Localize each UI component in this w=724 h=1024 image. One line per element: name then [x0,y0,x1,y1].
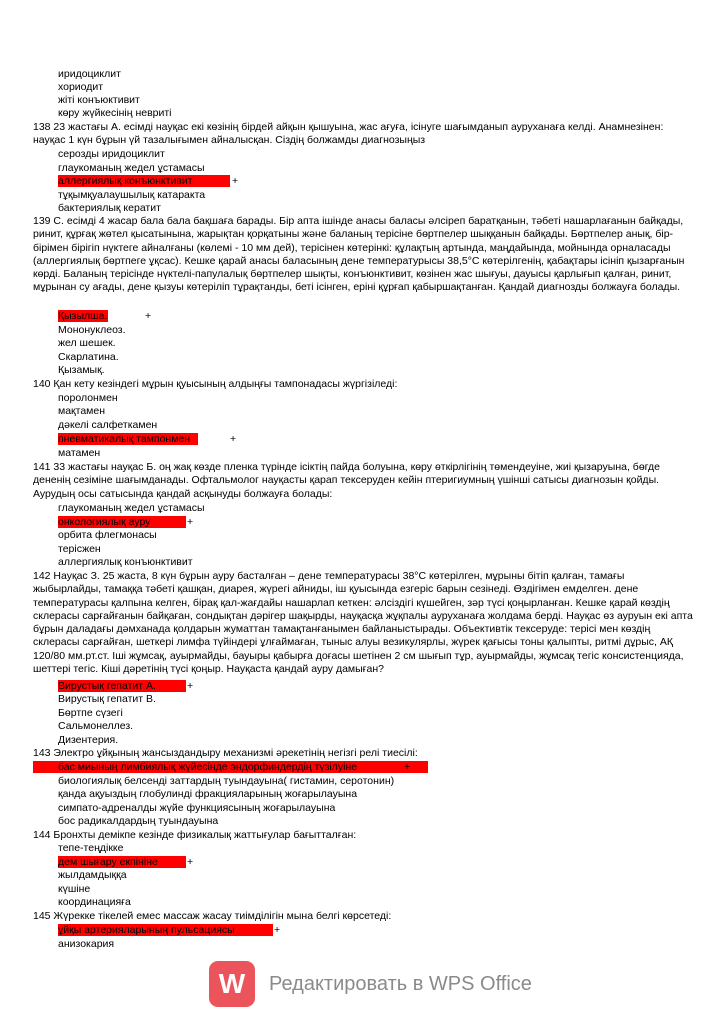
correct-mark: + [187,516,194,528]
option-line: глаукоманың жедел ұстамасы [58,162,205,174]
wps-logo-icon: W [209,961,255,1007]
option-line: Қызамық. [58,364,105,376]
correct-answer-highlight: бас миының лимбиялық жүйесінде эндорфиндердің түзілуіне [33,761,428,773]
correct-mark: + [187,680,194,692]
correct-mark: + [404,761,411,773]
answer-line [58,175,230,188]
answer-line [58,924,273,937]
option-line: координацияға [58,896,131,908]
option-line: Бөртпе сүзегі [58,707,123,719]
question-140: 140 Қан кету кезіндегі мұрын қуысының алдыңғы тампонадасы жүргізіледі: [33,378,398,390]
correct-mark: + [145,310,152,322]
question-141: 141 33 жастағы науқас Б. оң жақ көзде пленка түрінде ісіктің пайда болуына, көру өткірлігінің төмендеуіне, жиі қызаруына, бөгде дененің сезіміне шағымданады. Офтальмолог науқасты қарап тексеруден кейін птеригиумның үшінші сатысы диагнозын қойды. Аурудың осы сатысында қандай асқынуды болжауға болады: [33,461,660,500]
answer-line [58,856,186,869]
option-line: тепе-теңдікке [58,842,124,854]
option-line: жіті конъюктивит [58,94,140,106]
wps-edit-label[interactable]: Редактировать в WPS Office [269,972,532,995]
answer-line [58,516,186,529]
option-line: иридоциклит [58,68,121,80]
correct-answer-highlight: дем шығару екпініне [58,856,186,868]
option-line: қанда ақуыздың глобулинді фракцияларының жоғарылауына [58,788,358,800]
option-line: көру жүйкесінің невриті [58,107,172,119]
question-143: 143 Электро ұйқының жансыздандыру механизмі әрекетінің негізгі релі тиесілі: [33,747,418,759]
option-line: бос радикалдардың туындауына [58,815,219,827]
option-line: бактериялық кератит [58,202,161,214]
option-line: жел шешек. [58,337,116,349]
option-line: тұқымқуалаушылық катаракта [58,189,206,201]
answer-line [58,310,108,323]
correct-mark: + [187,856,194,868]
correct-answer-highlight: онкологиялық ауру [58,516,186,528]
option-line: Дизентерия. [58,734,119,746]
option-line: матамен [58,447,101,459]
correct-answer-highlight: Вирустық гепатит А. [58,680,186,692]
option-line: поролонмен [58,392,118,404]
option-line: глаукоманың жедел ұстамасы [58,502,205,514]
option-line: дәкелі салфеткамен [58,419,158,431]
option-line: Вирустық гепатит В. [58,693,156,705]
option-line: терісжен [58,543,101,555]
correct-answer-highlight: пневматикалық тампонмен [58,433,198,445]
option-line: аллергиялық конъюнктивит [58,556,193,568]
option-line: анизокария [58,938,115,950]
correct-mark: + [232,175,239,187]
question-142: 142 Науқас З. 25 жаста, 8 күн бұрын ауру басталған – дене температурасы 38°С көтерілген, мұрыны бітіп қалған, тамағы жыбырлайды, тамаққа тәбеті қашқан, диарея, жүрегі айниды, іш қуысында езгеріс барын сезінеді. Өздігімен емделген. дене температурасы қалпына келген, бірақ қал-жағдайы нашарлап кеткен: әлсіздігі күшейген, зәр түсі қоңырланған. Кешке қарай көздің склерасы сарғайғанын байқаған, сондықтан дәрігер шақырды, науқасқа жұқпалы ауруханаға жолдама берді. Науқас өз ауруын екі апта бұрын даладағы дәмханада қолдарын жуматтан тамақтанғанымен байланыстырады. Объективтік тексеруде: терісі мен көздің склерасы сарғайған, шеткері лимфа түйіндері ұлғаймаған, тыныс алуы везикулярлы, жүрек қағысы тоны қалыпты, ритмі дұрыс, АҚ 120/80 мм.рт.ст. Іші жұмсақ, ауырмайды, бауыры қабырға доғасы шетінен 2 см шығып тұр, ауырмайды, жұмсақ тегіс консистенцияда, шеттері тегіс. Кіші дәретінің түсі қоңыр. Науқаста қандай ауру дамыған? [33,570,693,676]
correct-answer-highlight: аллергиялық конъюнктивит [58,175,230,187]
wps-edit-banner[interactable] [209,958,539,1010]
option-line: орбита флегмонасы [58,529,157,541]
option-line: серозды иридоциклит [58,148,165,160]
correct-answer-highlight: ұйқы артерияларының пульсациясы [58,924,273,936]
option-line: күшіне [58,883,91,895]
question-144: 144 Бронхты демікпе кезінде физикалық жаттығулар бағытталған: [33,829,357,841]
answer-line [58,680,186,693]
correct-mark: + [274,924,281,936]
question-138: 138 23 жастағы А. есімді науқас екі көзінің бірдей айқын қышуына, жас ағуға, ісінуге шағымданып ауруханаға келді. Анамнезінен: науқас 1 күн бұрын үй тазалығымен айналысқан. Сіздің болжамды диагнозыңыз [33,121,664,147]
answer-line [58,433,198,446]
correct-answer-highlight: Қызылша. [58,310,108,322]
question-139: 139 С. есімді 4 жасар бала бала бақшаға барады. Бір апта ішінде анасы баласы әлсіреп баратқанын, тәбеті нашарлағанын байқады, ринит, құрғақ жөтел қысатынына, жарықтан қорқатыны және баланың терісіне бөртпелер шыққанын байқады. Бөртпелер анық, бір-бірімен бірігіп нүктеге айналғаны (көлемі - 10 мм дей), терісінен көтерінкі: құлақтың артында, маңдайында, мойнында орналасады (аллергиялық бөртпеге ұқсас). Кешке қарай анасы баласының дене температурысы 38,5°С көтерілгенің, қабақтары ісініп қызарғанын көрді. Баланың терісінде нүктелі-папулалық бөртпелер шықты, конъюнктивит, көзінен жас шығуы, дауысы қарлығып қалған, ринит, мұрынан су ағады, дене қызуы көтеріліп тұрақтанды, беті ісінген, еріні құрғап қабыршақтанған. Қандай диагнозды болжауға болады. [33,215,685,294]
option-line: биологиялық белсенді заттардың туындауына( гистамин, серотонин) [58,775,395,787]
option-line: Сальмонеллез. [58,720,134,732]
option-line: симпато-адреналды жүйе функциясының жоғарылауына [58,802,336,814]
option-line: Мононуклеоз. [58,324,126,336]
answer-line [33,761,428,774]
option-line: жылдамдыққа [58,869,127,881]
correct-mark: + [230,433,237,445]
option-line: Скарлатина. [58,351,119,363]
option-line: хориодит [58,81,104,93]
question-145: 145 Жүрекке тікелей емес массаж жасау тиімділігін мына белгі көрсетеді: [33,910,392,922]
option-line: мақтамен [58,405,106,417]
